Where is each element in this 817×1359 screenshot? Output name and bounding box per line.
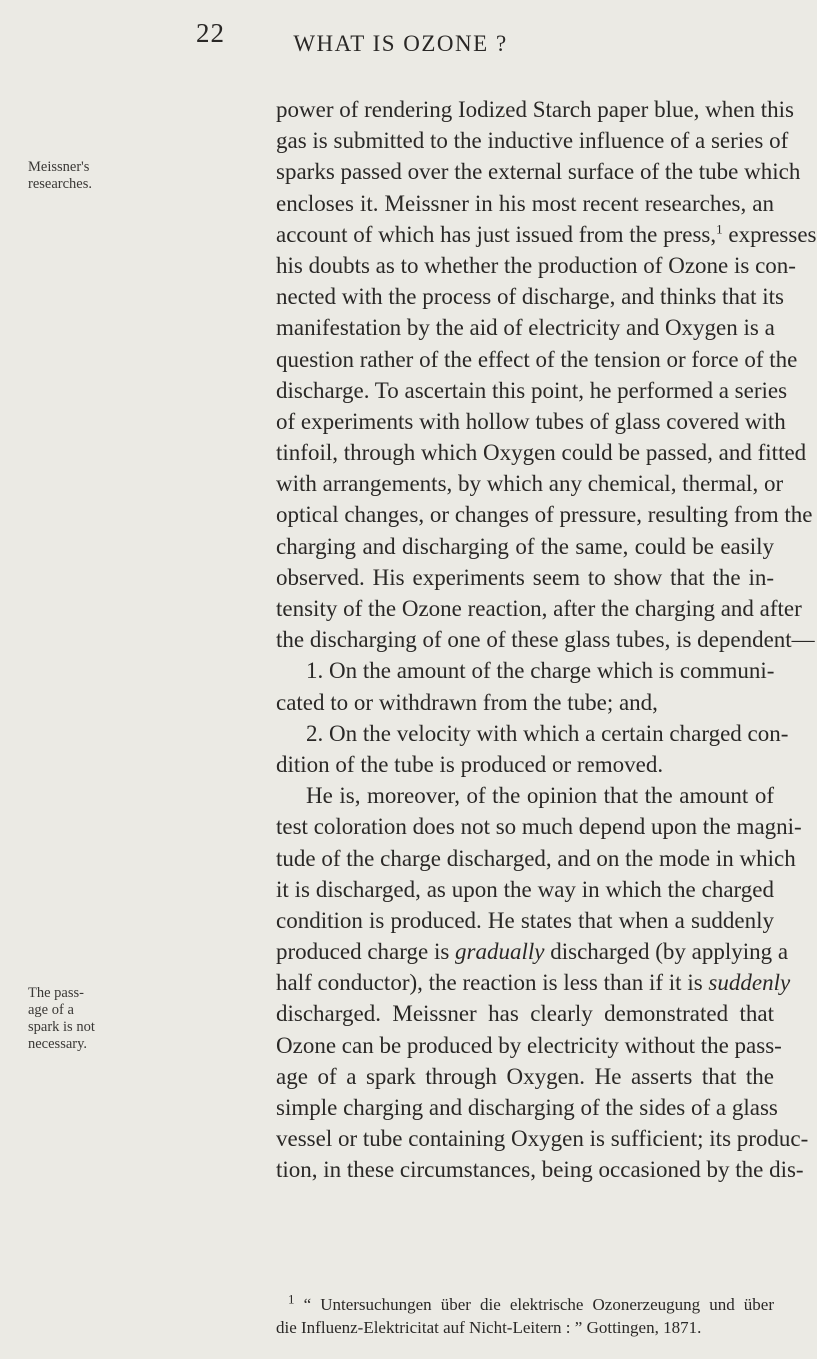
text-line: age of a spark through Oxygen. He asserts that the — [276, 1063, 774, 1089]
text-fragment: produced charge is — [276, 939, 450, 965]
text-line: it is discharged, as upon the way in which the charged — [276, 876, 774, 902]
text-line: optical changes, or changes of pressure, resulting from the — [276, 502, 813, 528]
text-line: simple charging and discharging of the sides of a glass — [276, 1095, 778, 1120]
sidenote-spark: The pass- age of a spark is not necessary. — [28, 985, 95, 1052]
body-text — [276, 94, 817, 1186]
text-line: discharged. Meissner has clearly demonstrated that — [276, 1001, 774, 1027]
footnote-text: “ Untersuchungen über die elektrische Ozonerzeugung und über — [303, 1295, 774, 1314]
running-head: WHAT IS OZONE ? — [293, 31, 508, 56]
text-line: He is, moreover, of the opinion that the amount of — [306, 783, 774, 809]
text-line — [276, 219, 817, 250]
text-line: encloses it. Meissner in his most recent researches, an — [276, 190, 774, 216]
footnote-ref: 1 — [716, 221, 723, 237]
text-line — [276, 967, 791, 998]
text-line: tion, in these circumstances, being occasioned by the dis- — [276, 1157, 804, 1183]
text-line: tude of the charge discharged, and on the mode in which — [276, 845, 796, 871]
text-line: cated to or withdrawn from the tube; and, — [276, 689, 658, 715]
footnote — [276, 1293, 774, 1339]
text-line: dition of the tube is produced or removed. — [276, 751, 664, 777]
text-line: discharge. To ascertain this point, he performed a series — [276, 377, 788, 403]
text-line: with arrangements, by which any chemical, thermal, or — [276, 471, 784, 497]
text-line: his doubts as to whether the production of Ozone is con- — [276, 252, 796, 278]
footnote-marker: 1 — [288, 1291, 295, 1307]
emphasis-suddenly: suddenly — [708, 970, 791, 996]
text-fragment: discharged (by applying a — [544, 939, 789, 965]
text-line: tensity of the Ozone reaction, after the charging and after — [276, 596, 802, 621]
text-line: of experiments with hollow tubes of glass covered with — [276, 408, 786, 434]
text-line: charging and discharging of the same, could be easily — [276, 533, 774, 559]
text-line: the discharging of one of these glass tubes, is dependent— — [276, 627, 815, 653]
text-line: sparks passed over the external surface of the tube which — [276, 159, 801, 185]
text-line: gas is submitted to the inductive influence of a series of — [276, 128, 789, 154]
emphasis-gradually: gradually — [455, 939, 545, 965]
text-fragment: account of which has just issued from the press, — [276, 221, 717, 247]
text-fragment: expresses — [722, 221, 817, 247]
text-line: observed. His experiments seem to show that the in- — [276, 564, 774, 590]
text-line: power of rendering Iodized Starch paper blue, when this — [276, 97, 794, 122]
text-line: condition is produced. He states that when a suddenly — [276, 907, 774, 933]
text-line: question rather of the effect of the tension or force of the — [276, 346, 798, 372]
text-line: tinfoil, through which Oxygen could be passed, and fitted — [276, 440, 807, 466]
text-line: test coloration does not so much depend upon the magni- — [276, 814, 802, 840]
text-line: manifestation by the aid of electricity and Oxygen is a — [276, 315, 775, 341]
text-line: vessel or tube containing Oxygen is sufficient; its produc- — [276, 1126, 809, 1152]
footnote-line: die Influenz-Elektricitat auf Nicht-Leitern : ” Gottingen, 1871. — [276, 1318, 702, 1337]
footnote-line — [276, 1293, 774, 1316]
sidenote-meissner: Meissner's researches. — [28, 159, 92, 192]
text-line: Ozone can be produced by electricity without the pass- — [276, 1032, 782, 1058]
text-line: 2. On the velocity with which a certain charged con- — [306, 720, 789, 746]
text-line: nected with the process of discharge, and thinks that its — [276, 284, 785, 310]
page-number: 22 — [196, 18, 225, 48]
text-fragment: half conductor), the reaction is less than if it is — [276, 970, 703, 996]
text-line — [276, 936, 789, 967]
text-line: 1. On the amount of the charge which is communi- — [306, 658, 775, 684]
